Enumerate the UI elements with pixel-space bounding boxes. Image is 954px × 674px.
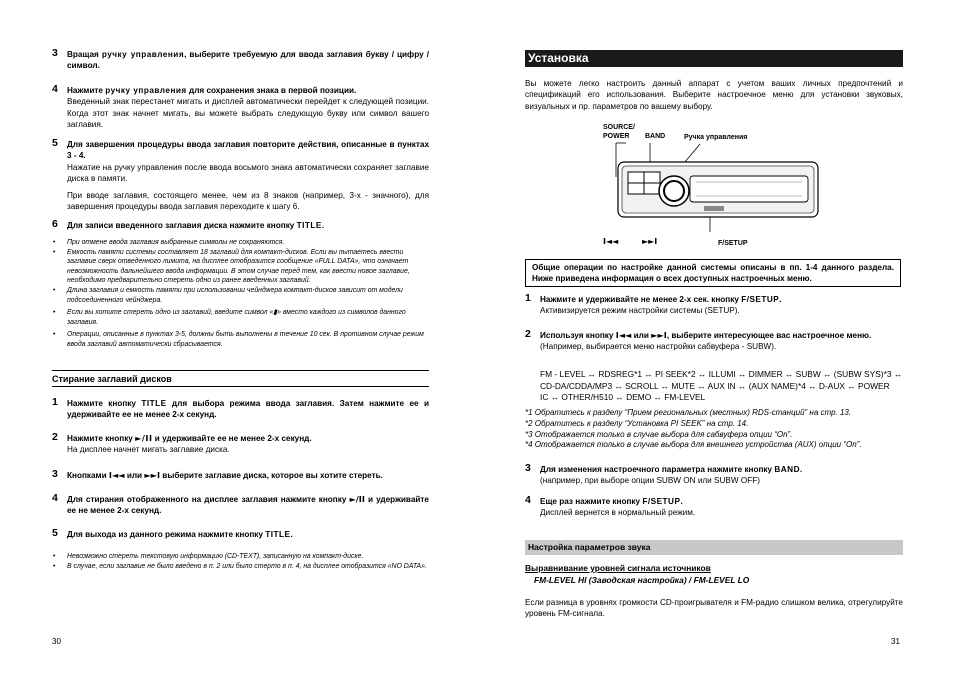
step-3-left: 3 Вращая ручку управления, выберите требуемую для ввода заглавия букву / цифру / символ.	[52, 47, 429, 71]
label-knob: Ручка управления	[684, 134, 748, 141]
footnotes: *1 Обратитесь к разделу “Прием региональных (местных) RDS-станций” на стр. 13. *2 Обратитесь к разделу “Установка PI SEEK” на стр. 14. *3 Отображается только в случае выбора для сабвуфера опции “On”. *4 Отображается только в случае выбора для внешнего устройства (AUX) опции “On”.	[525, 408, 862, 450]
section-title-setup: Установка	[525, 50, 903, 67]
notes-list-1	[52, 238, 429, 350]
car-stereo-body	[618, 162, 818, 217]
subsection-title-sound: Настройка параметров звука	[525, 540, 903, 555]
device-illustration	[600, 140, 840, 240]
sub-text: Если разница в уровнях громкости CD-проигрывателя и FM-радио слишком велика, отрегулируйте уровень FM-сигнала.	[525, 598, 903, 619]
section-rule-bottom	[52, 386, 429, 387]
step-5-left: 5 Для завершения процедуры ввода заглавия повторите действия, описанные в пунктах 3 - 4. Нажатие на ручку управления после ввода восьмого знака автоматически сохраняет заглавие диска в памяти. При вводе заглавия, состоящего менее, чем из 8 знаков (например, 3-х - значного), для завершения процедуры ввода заглавия переходите к шагу 6.	[52, 137, 429, 212]
intro-paragraph: Вы можете легко настроить данный аппарат с учетом ваших личных предпочтений и спецификаций его использования. Выберите настроечное меню для установки звуковых, визуальных и пр. параметров по вашему выбору.	[525, 79, 903, 111]
label-next: ►►I	[642, 237, 658, 246]
step-6-left: 6 Для записи введенного заглавия диска нажмите кнопку TITLE.	[52, 218, 325, 230]
note-item: • Длина заглавия и емкость памяти при использовании чейнджера компакт-дисков зависит от модели подсоединенного чейнджера.	[52, 286, 429, 305]
erase-step-4: 4 Для стирания отображенного на дисплее заглавия нажмите кнопку ►/II и удерживайте ее не менее 2-х секунд.	[52, 492, 429, 516]
erase-step-5: 5 Для выхода из данного режима нажмите кнопку TITLE.	[52, 527, 293, 539]
page-number-right: 31	[891, 637, 900, 646]
note-item: • Емкость памяти системы составляет 18 заглавий для компакт-дисков. Если вы пытаетесь ввести заглавие сверх отведенного лимита, на дисплее отобразится сообщение «FULL DATA», что означает невозможность дальнейшего ввода информации. В этом случае перед тем, как ввести новое заглавие, необходимо предварительно стереть одно из ранее введенных заглавий.	[52, 248, 429, 286]
label-prev: I◄◄	[603, 237, 619, 246]
step-4-left: 4 Нажмите ручку управления для сохранения знака в первой позиции. Введенный знак перестанет мигать и дисплей автоматически перейдет к следующей позиции. Когда этот знак начнет мигать, вы можете выбрать следующую букву или символ вашего заглавия.	[52, 83, 429, 129]
label-fsetup: F/SETUP	[718, 240, 748, 247]
note-item: • Операции, описанные в пунктах 3-5, должны быть выполнены в течение 10 сек. В противном случае режим ввода заглавий автоматически сбрасывается.	[52, 330, 429, 349]
erase-step-1: 1 Нажмите кнопку TITLE для выбора режима ввода заглавия. Затем нажмите ее и удерживайте ее не менее 2-х секунд.	[52, 396, 429, 420]
setup-step-2: 2 Используя кнопку I◄◄ или ►►I, выберите интересующее вас настроечное меню. (Например, выбирается меню настройки сабвуфера - SUBW).	[525, 328, 872, 352]
notes-list-2	[52, 552, 429, 571]
setup-step-4: 4 Еще раз нажмите кнопку F/SETUP. Дисплей вернется в нормальный режим.	[525, 494, 696, 518]
section-rule-top	[52, 370, 429, 371]
erase-step-2: 2 Нажмите кнопку ►/II и удерживайте ее не менее 2-х секунд. На дисплее начнет мигать заглавие диска.	[52, 431, 312, 455]
setup-step-1: 1 Нажмите и удерживайте не менее 2-х сек. кнопку F/SETUP. Активизируется режим настройки системы (SETUP).	[525, 292, 782, 316]
erase-step-3: 3 Кнопками I◄◄ или ►►I выберите заглавие диска, которое вы хотите стереть.	[52, 468, 383, 480]
section-title-erase: Стирание заглавий дисков	[52, 374, 172, 384]
step-number: 3	[52, 47, 58, 59]
note-item: • При отмене ввода заглавия выбранные символы не сохраняются.	[52, 238, 429, 248]
menu-sequence: FM - LEVEL ↔ RDSREG*1 ↔ PI SEEK*2 ↔ ILLUMI ↔ DIMMER ↔ SUBW ↔ (SUBW SYS)*3 ↔ CD-DA/CDDA/MP3 ↔ SCROLL ↔ MUTE ↔ AUX IN ↔ (AUX NAME)*4 ↔ D-AUX ↔ POWER IC ↔ OTHER/H510 ↔ DEMO ↔ FM-LEVEL	[540, 369, 903, 402]
page-number-left: 30	[52, 637, 61, 646]
general-info-box: Общие операции по настройке данной системы описаны в пп. 1-4 данного раздела. Ниже приведена информация о всех доступных настроечных меню.	[525, 259, 901, 287]
setup-step-3: 3 Для изменения настроечного параметра нажмите кнопку BAND. (например, при выборе опции SUBW ON или SUBW OFF)	[525, 462, 803, 486]
label-band: BAND	[645, 133, 666, 140]
note-item: • Невозможно стереть текстовую информацию (CD-TEXT), записанную на компакт-диске.	[52, 552, 429, 562]
note-item: • Если вы хотите стереть одно из заглавий, введите символ «▮» вместо каждого из символов данного заглавия.	[52, 308, 429, 327]
note-item: • В случае, если заглавие не было введено в п. 2 или было стерто в п. 4, на дисплее отобразится «NO DATA».	[52, 562, 429, 572]
label-source: SOURCE/	[603, 124, 635, 131]
sub-italic: FM-LEVEL HI (Заводская настройка) / FM-LEVEL LO	[534, 575, 750, 585]
label-power: POWER	[603, 133, 630, 140]
sub-title: Выравнивание уровней сигнала источников	[525, 563, 711, 573]
